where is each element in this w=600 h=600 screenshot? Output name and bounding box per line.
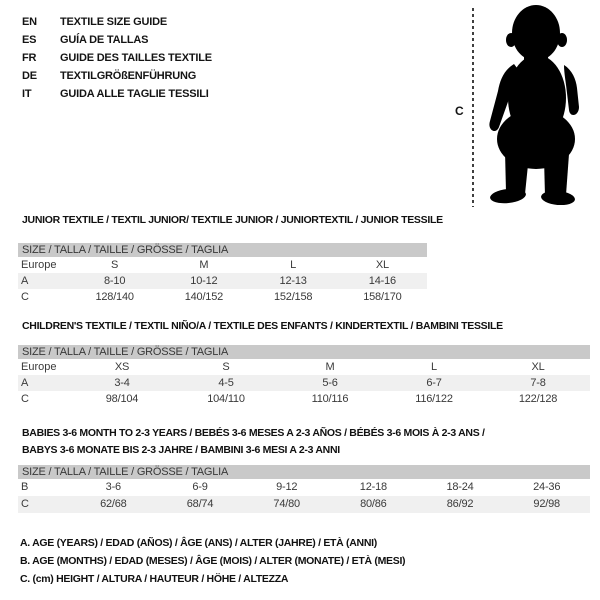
language-row-en: [22, 13, 212, 31]
language-code: DE: [22, 70, 37, 82]
size-cell: L: [290, 259, 297, 271]
size-header-bar: SIZE / TALLA / TAILLE / GRÖSSE / TAGLIA: [18, 465, 590, 479]
size-cell: S: [222, 361, 230, 373]
language-label: TEXTILE SIZE GUIDE: [60, 16, 168, 28]
age-cell: 10-12: [190, 275, 218, 287]
size-cell: L: [431, 361, 437, 373]
age-cell: 4-5: [218, 377, 234, 389]
row-label: A: [21, 377, 29, 389]
age-cell: 3-4: [114, 377, 130, 389]
months-cell: 6-9: [192, 481, 208, 493]
months-cell: 9-12: [276, 481, 298, 493]
language-label: GUIDE DES TAILLES TEXTILE: [60, 52, 212, 64]
row-label: C: [21, 498, 29, 510]
height-cell: 122/128: [518, 393, 558, 405]
height-dashed-line: [472, 8, 474, 207]
language-label: GUÍA DE TALLAS: [60, 34, 149, 46]
section-title-line: BABIES 3-6 MONTH TO 2-3 YEARS / BEBÉS 3-6 MESES A 2-3 AÑOS / BÉBÉS 3-6 MOIS À 2-3 ANS /: [22, 427, 485, 439]
size-cell: M: [199, 259, 209, 271]
months-cell: 12-18: [359, 481, 387, 493]
height-cell: 152/158: [273, 291, 313, 303]
language-row-es: [22, 31, 212, 49]
language-row-it: [22, 85, 212, 103]
language-label: TEXTILGRÖßENFÜHRUNG: [60, 70, 197, 82]
height-cell: 104/110: [207, 393, 245, 405]
size-cell: XL: [375, 259, 389, 271]
section-title-line: BABYS 3-6 MONATE BIS 2-3 JAHRE / BAMBINI 3-6 MESI A 2-3 ANNI: [22, 444, 340, 456]
height-label: C: [455, 104, 464, 118]
height-cell: 68/74: [186, 498, 214, 510]
language-code: ES: [22, 34, 37, 46]
height-cell: 98/104: [105, 393, 139, 405]
table-row-months: [18, 479, 590, 496]
size-cell: S: [111, 259, 119, 271]
age-cell: 14-16: [368, 275, 396, 287]
language-code: EN: [22, 16, 37, 28]
babies-size-table: [18, 465, 590, 513]
height-cell: 74/80: [273, 498, 300, 510]
age-cell: 12-13: [279, 275, 307, 287]
footnote-height: C. (cm) HEIGHT / ALTURA / HAUTEUR / HÖHE / ALTEZZA: [20, 573, 289, 585]
table-row-europe: [18, 359, 590, 375]
footnote-age-years: A. AGE (YEARS) / EDAD (AÑOS) / ÂGE (ANS) / ALTER (JAHRE) / ETÀ (ANNI): [20, 537, 377, 549]
size-cell: M: [325, 361, 335, 373]
section-title-line: CHILDREN'S TEXTILE / TEXTIL NIÑO/A / TEXTILE DES ENFANTS / KINDERTEXTIL / BAMBINI TESSILE: [22, 320, 503, 332]
row-label: C: [21, 291, 29, 303]
footnote-legend: [20, 534, 405, 588]
table-row-height: [18, 289, 427, 305]
height-cell: 128/140: [95, 291, 134, 303]
section-title-babies: [22, 425, 485, 459]
height-cell: 92/98: [533, 498, 560, 510]
language-row-fr: [22, 49, 212, 67]
section-title-junior: [22, 212, 443, 229]
height-cell: 116/122: [415, 393, 453, 405]
row-label: Europe: [21, 361, 57, 373]
size-cell: XS: [114, 361, 130, 373]
height-cell: 62/68: [100, 498, 127, 510]
age-cell: 8-10: [104, 275, 126, 287]
children-size-table: [18, 345, 590, 407]
table-row-height: [18, 391, 590, 407]
baby-silhouette-icon: [483, 3, 600, 205]
row-label: C: [21, 393, 29, 405]
language-code: IT: [22, 88, 32, 100]
language-label: GUIDA ALLE TAGLIE TESSILI: [60, 88, 209, 100]
size-cell: XL: [531, 361, 545, 373]
row-label: A: [21, 275, 29, 287]
table-row-age: [18, 273, 427, 289]
height-cell: 158/170: [363, 291, 402, 303]
section-title-children: [22, 318, 503, 335]
height-cell: 140/152: [184, 291, 224, 303]
table-row-europe: [18, 257, 427, 273]
junior-size-table: [18, 243, 427, 305]
height-cell: 80/86: [360, 498, 387, 510]
language-list: [22, 13, 212, 103]
months-cell: 18-24: [446, 481, 474, 493]
row-label: Europe: [21, 259, 57, 271]
age-cell: 5-6: [322, 377, 338, 389]
size-header-bar: SIZE / TALLA / TAILLE / GRÖSSE / TAGLIA: [18, 345, 590, 359]
size-header-bar: SIZE / TALLA / TAILLE / GRÖSSE / TAGLIA: [18, 243, 427, 257]
language-code: FR: [22, 52, 37, 64]
table-row-age: [18, 375, 590, 391]
height-cell: 86/92: [446, 498, 474, 510]
table-row-height: [18, 496, 590, 513]
footnote-age-months: B. AGE (MONTHS) / EDAD (MESES) / ÂGE (MOIS) / ALTER (MONATE) / ETÀ (MESI): [20, 555, 406, 567]
age-cell: 7-8: [530, 377, 546, 389]
section-title-line: JUNIOR TEXTILE / TEXTIL JUNIOR/ TEXTILE JUNIOR / JUNIORTEXTIL / JUNIOR TESSILE: [22, 214, 443, 226]
row-label: B: [21, 481, 29, 493]
age-cell: 6-7: [426, 377, 442, 389]
language-row-de: [22, 67, 212, 85]
months-cell: 3-6: [105, 481, 121, 493]
height-cell: 110/116: [311, 393, 349, 405]
months-cell: 24-36: [533, 481, 561, 493]
